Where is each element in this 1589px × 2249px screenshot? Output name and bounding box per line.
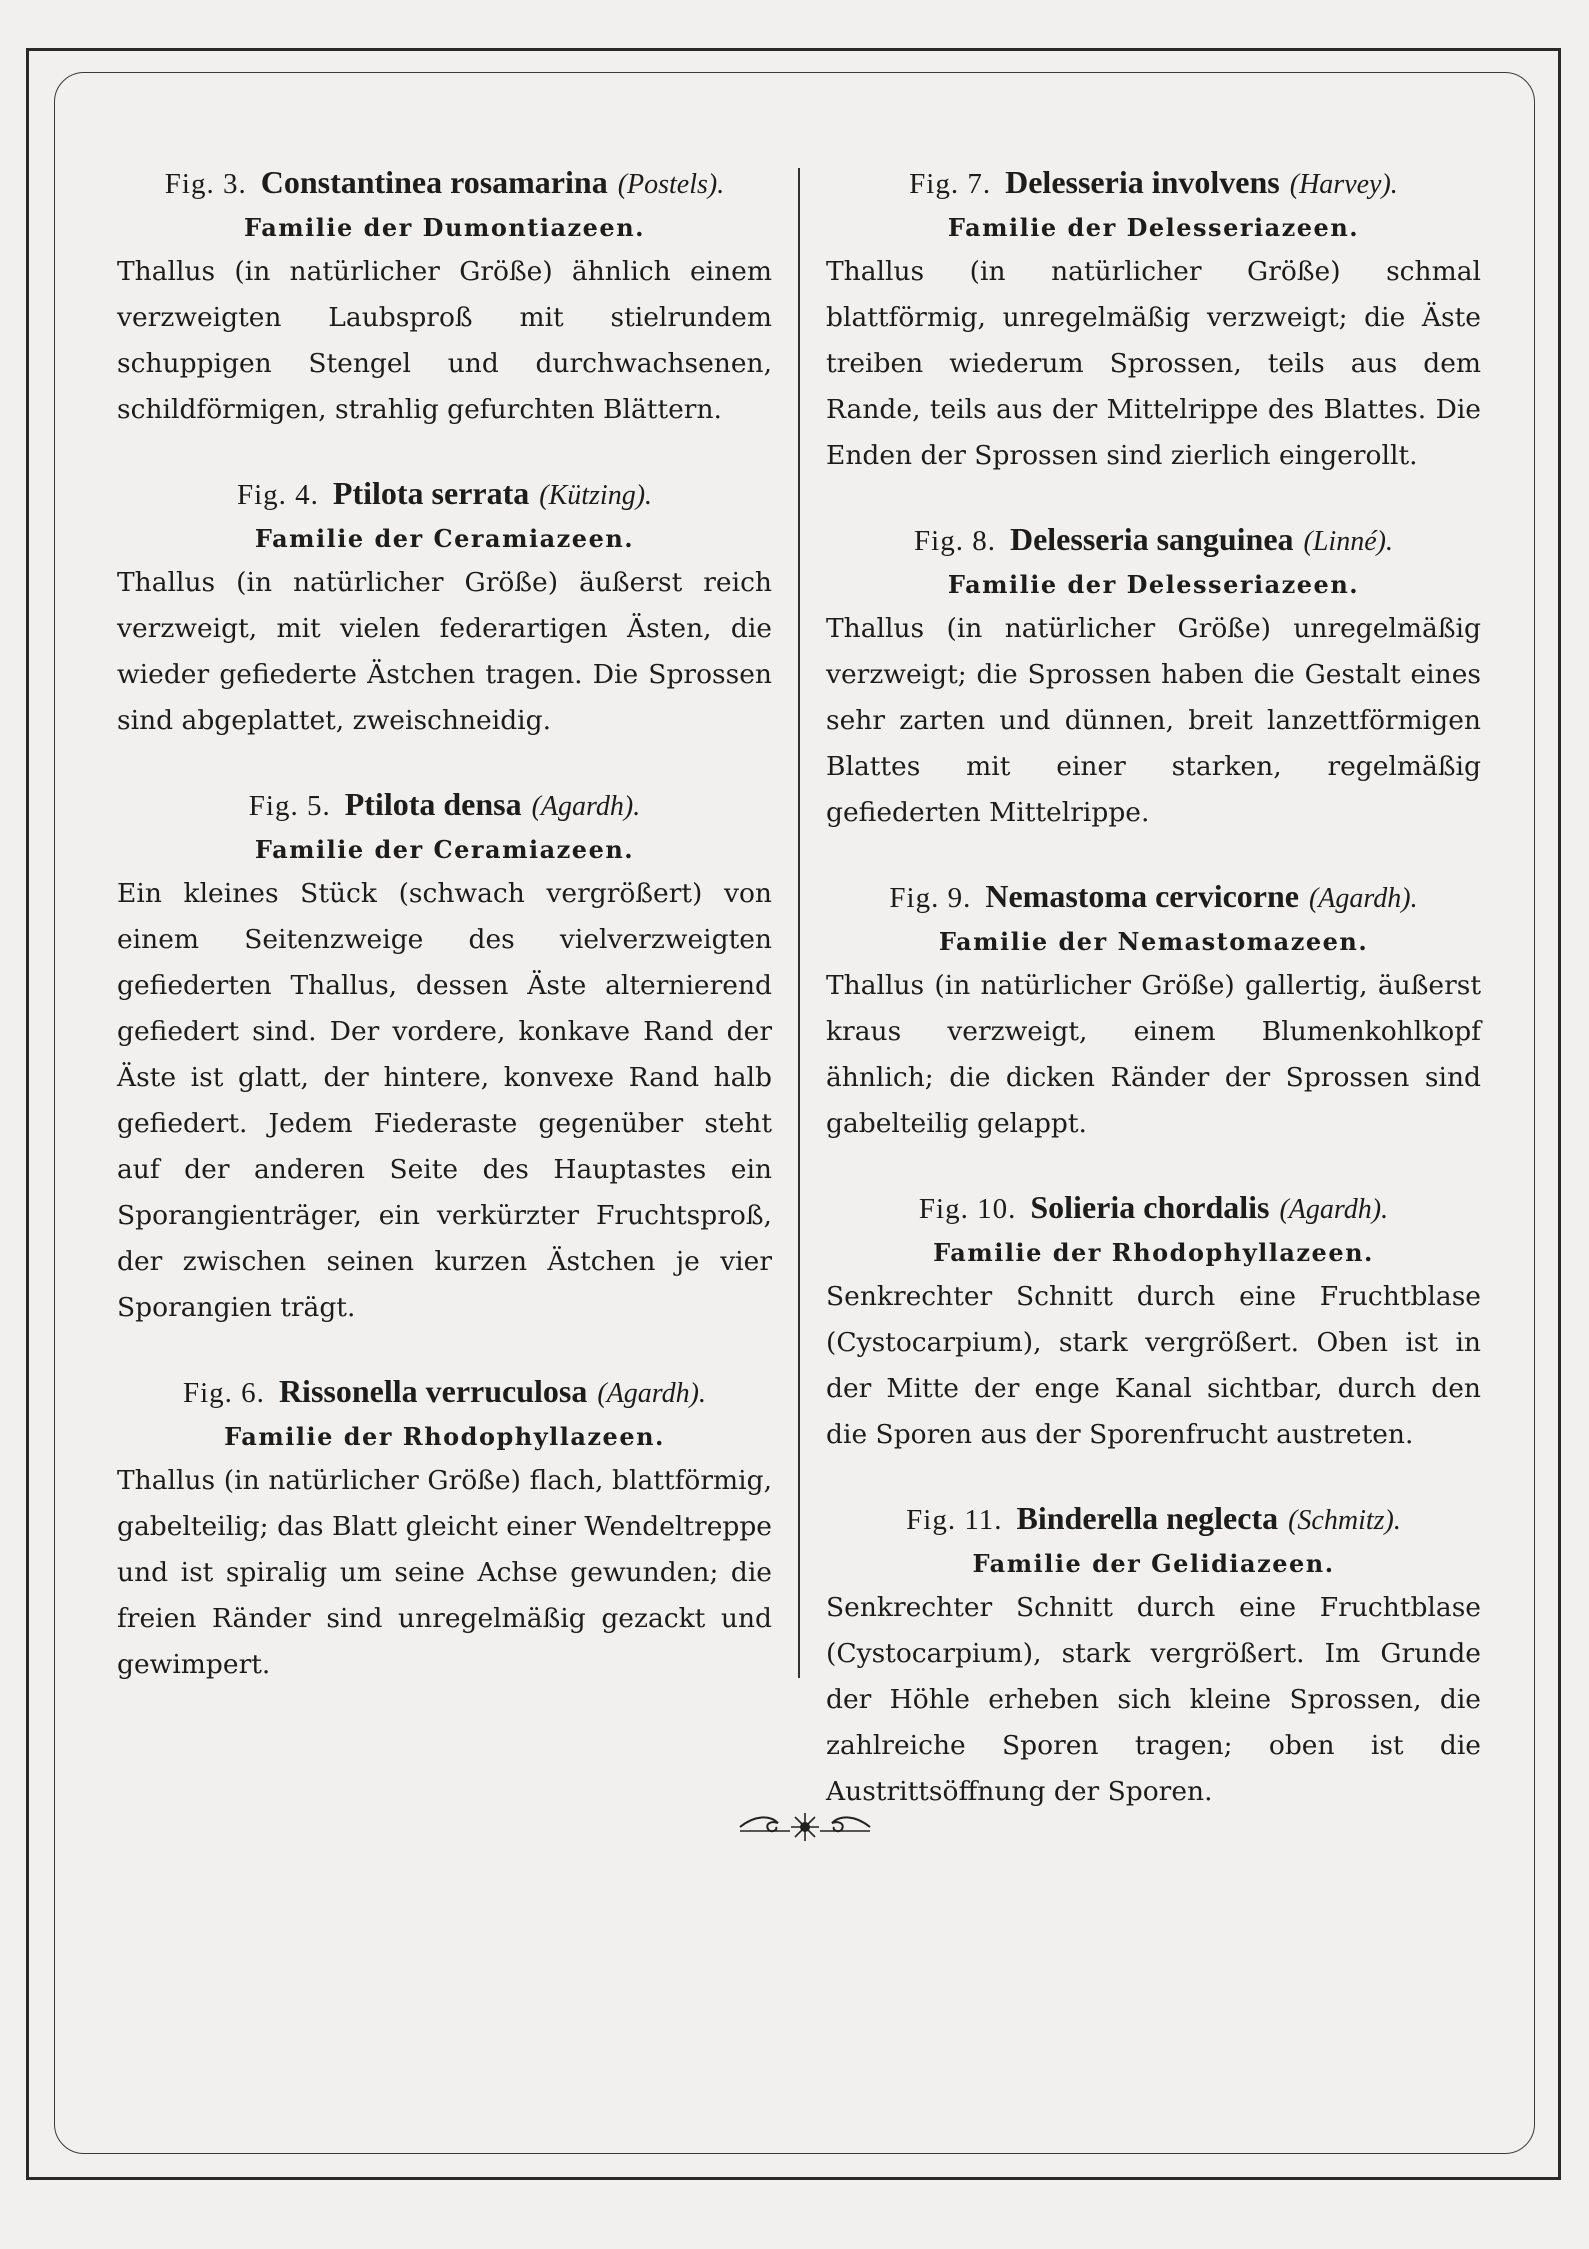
species-name: Rissonella verruculosa (278, 1373, 588, 1409)
family-name: Familie der Rhodophyllazeen. (224, 1422, 665, 1451)
species-name: Ptilota densa (344, 786, 522, 822)
decorative-ornament-icon (730, 1805, 880, 1849)
figure-number: Fig. 5. (248, 790, 331, 822)
species-author: (Agardh). (1308, 883, 1418, 914)
figure-number: Fig. 9. (889, 882, 972, 914)
figure-number: Fig. 4. (236, 479, 319, 511)
figure-entry-11 (826, 1496, 1481, 1815)
family-name: Familie der Rhodophyllazeen. (933, 1238, 1374, 1267)
species-author: (Agardh). (597, 1378, 706, 1409)
species-name: Solieria chordalis (1030, 1189, 1270, 1225)
species-author: (Agardh). (1279, 1194, 1389, 1225)
figure-description: Thallus (in natürlicher Größe) äußerst reich verzweigt, mit vielen federartigen Ästen, die wieder gefiederte Ästchen tragen. Die Sprossen sind abgeplattet, zweischneidig. (117, 567, 772, 736)
figure-description: Thallus (in natürlicher Größe) unregelmäßig verzweigt; die Sprossen haben die Gestalt eines sehr zarten und dünnen, breit lanzettförmigen Blattes mit einer starken, regelmäßig gefiederten Mittelrippe. (826, 613, 1481, 828)
right-column (826, 160, 1481, 1853)
species-author: (Kützing). (539, 480, 653, 511)
family-name: Familie der Nemastomazeen. (938, 927, 1369, 956)
species-name: Nemastoma cervicorne (985, 878, 1299, 914)
figure-entry-4 (117, 471, 772, 744)
figure-heading (117, 160, 772, 207)
species-author: (Postels). (617, 169, 725, 200)
family-name: Familie der Dumontiazeen. (243, 213, 646, 242)
figure-description: Senkrechter Schnitt durch eine Fruchtblase (Cystocarpium), stark vergrößert. Oben ist in der Mitte der enge Kanal sichtbar, durch den die Sporen aus der Sporenfrucht austreten. (826, 1281, 1481, 1450)
species-name: Delesseria involvens (1005, 164, 1280, 200)
species-author: (Agardh). (531, 791, 641, 822)
species-author: (Schmitz). (1288, 1505, 1401, 1536)
left-column (117, 160, 772, 1726)
figure-description: Thallus (in natürlicher Größe) ähnlich einem verzweigten Laubsproß mit stielrundem schuppigen Stengel und durchwachsenen, schildförmigen, strahlig gefurchten Blättern. (117, 256, 772, 425)
figure-number: Fig. 11. (906, 1504, 1003, 1536)
species-name: Constantinea rosamarina (260, 164, 608, 200)
family-name: Familie der Ceramiazeen. (254, 524, 635, 553)
figure-heading (117, 782, 772, 829)
family-name: Familie der Delesseriazeen. (947, 213, 1360, 242)
figure-description: Ein kleines Stück (schwach vergrößert) von einem Seitenzweige des vielverzweigten gefiederten Thallus, dessen Äste alternierend gefiedert sind. Der vordere, konkave Rand der Äste ist glatt, der hintere, konvexe Rand halb gefiedert. Jedem Fiederaste gegenüber steht auf der anderen Seite des Hauptastes ein Sporangienträger, ein verkürzter Fruchtsproß, der zwischen seinen kurzen Ästchen je vier Sporangien trägt. (117, 878, 772, 1323)
column-divider (798, 168, 800, 1678)
figure-number: Fig. 10. (918, 1193, 1017, 1225)
figure-entry-3 (117, 160, 772, 433)
figure-description: Senkrechter Schnitt durch eine Fruchtblase (Cystocarpium), stark vergrößert. Im Grunde der Höhle erheben sich kleine Sprossen, die zahlreiche Sporen tragen; oben ist die Austrittsöffnung der Sporen. (826, 1592, 1481, 1807)
figure-entry-10 (826, 1185, 1481, 1458)
figure-heading (826, 874, 1481, 921)
figure-heading (826, 1496, 1481, 1543)
figure-heading (826, 1185, 1481, 1232)
species-name: Ptilota serrata (332, 475, 530, 511)
figure-description: Thallus (in natürlicher Größe) flach, blattförmig, gabelteilig; das Blatt gleicht einer Wendeltreppe und ist spiralig um seine Achse gewunden; die freien Ränder sind unregelmäßig gezackt und gewimpert. (117, 1465, 772, 1680)
figure-entry-8 (826, 517, 1481, 836)
figure-heading (826, 160, 1481, 207)
figure-entry-9 (826, 874, 1481, 1147)
figure-heading (117, 471, 772, 518)
figure-description: Thallus (in natürlicher Größe) gallertig, äußerst kraus verzweigt, einem Blumenkohlkopf ähnlich; die dicken Ränder der Sprossen sind gabelteilig gelappt. (826, 970, 1481, 1139)
family-name: Familie der Ceramiazeen. (254, 835, 635, 864)
family-name: Familie der Gelidiazeen. (972, 1549, 1335, 1578)
figure-number: Fig. 7. (909, 168, 992, 200)
figure-heading (117, 1369, 772, 1416)
figure-number: Fig. 3. (164, 168, 247, 200)
figure-entry-7 (826, 160, 1481, 479)
figure-number: Fig. 8. (914, 525, 996, 557)
figure-entry-6 (117, 1369, 772, 1688)
species-name: Binderella neglecta (1016, 1500, 1279, 1536)
figure-entry-5 (117, 782, 772, 1331)
species-author: (Harvey). (1289, 169, 1398, 200)
figure-description: Thallus (in natürlicher Größe) schmal blattförmig, unregelmäßig verzweigt; die Äste treiben wiederum Sprossen, teils aus dem Rande, teils aus der Mittelrippe des Blattes. Die Enden der Sprossen sind zierlich eingerollt. (826, 256, 1481, 471)
species-author: (Linné). (1303, 526, 1393, 557)
species-name: Delesseria sanguinea (1009, 521, 1294, 557)
family-name: Familie der Delesseriazeen. (947, 570, 1360, 599)
figure-number: Fig. 6. (183, 1377, 265, 1409)
figure-heading (826, 517, 1481, 564)
